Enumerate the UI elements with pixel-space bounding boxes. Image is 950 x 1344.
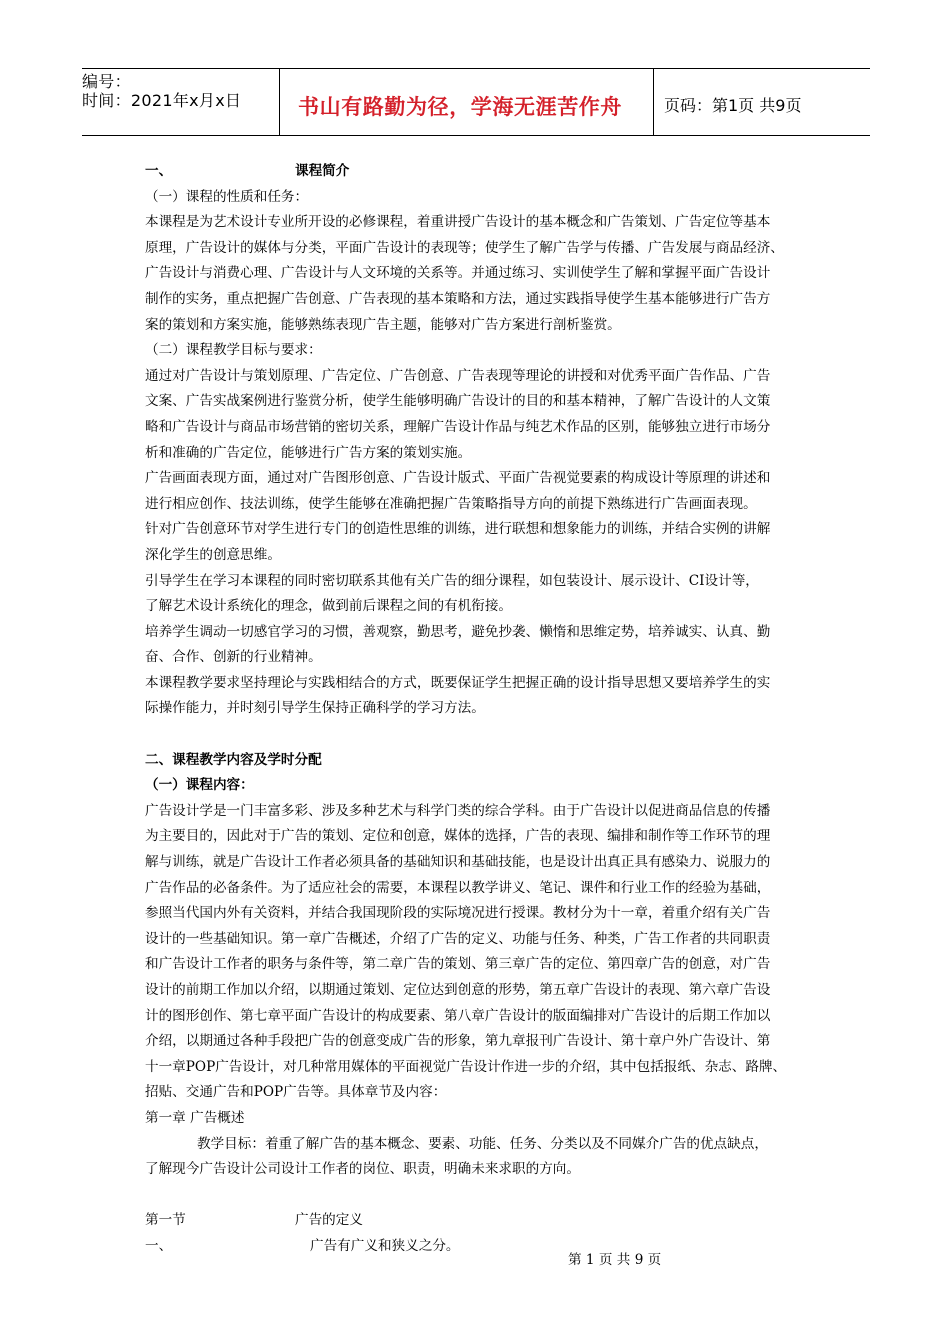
- page-footer: 第 1 页 共 9 页: [568, 1252, 662, 1268]
- paragraph-line: 招贴、交通广告和POP广告等。具体章节及内容：: [145, 1084, 447, 1101]
- header-motto-cell: [280, 69, 654, 135]
- blank-line: [145, 722, 810, 748]
- section-1-1-title: 广告的定义: [295, 1212, 363, 1229]
- header-right-cell: [654, 69, 870, 135]
- header-motto: 书山有路勤为径，学海无涯苦作舟: [298, 95, 622, 119]
- document-body: [145, 159, 810, 1260]
- paragraph-line: 通过对广告设计与策划原理、广告定位、广告创意、广告表现等理论的讲授和对优秀平面广告作品、广告: [145, 367, 771, 384]
- chapter-1-goal-line: 了解现今广告设计公司设计工作者的岗位、职责，明确未来求职的方向。: [145, 1161, 580, 1178]
- paragraph-line: 广告设计学是一门丰富多彩、涉及多种艺术与科学门类的综合学科。由于广告设计以促进商品信息的传播: [145, 802, 771, 819]
- section-2-heading: 二、课程教学内容及学时分配: [145, 751, 322, 768]
- paragraph-line: 了解艺术设计系统化的理念，做到前后课程之间的有机衔接。: [145, 598, 513, 615]
- document-number-label: 编号：: [82, 72, 131, 91]
- paragraph-line: 为主要目的，因此对于广告的策划、定位和创意，媒体的选择，广告的表现、编排和制作等工作环节的理: [145, 828, 771, 845]
- paragraph-line: 本课程教学要求坚持理论与实践相结合的方式，既要保证学生把握正确的设计指导思想又要培养学生的实: [145, 674, 771, 691]
- subsection-goals-heading: （二）课程教学目标与要求：: [145, 342, 322, 359]
- paragraph-line: 针对广告创意环节对学生进行专门的创造性思维的训练，进行联想和想象能力的训练，并结合实例的讲解: [145, 521, 771, 538]
- paragraph-line: 案的策划和方案实施，能够熟练表现广告主题，能够对广告方案进行剖析鉴赏。: [145, 316, 621, 333]
- blank-line: [145, 1183, 810, 1209]
- paragraph-line: 深化学生的创意思维。: [145, 546, 281, 563]
- document-date-label: 时间：2021年x月x日: [82, 91, 242, 110]
- paragraph-line: 本课程是为艺术设计专业所开设的必修课程，着重讲授广告设计的基本概念和广告策划、广告定位等基本: [145, 214, 771, 231]
- section-1-title: 课程简介: [295, 163, 350, 179]
- section-1-number: 一、: [145, 163, 173, 179]
- paragraph-line: 计的图形创作、第七章平面广告设计的构成要素、第八章广告设计的版面编排对广告设计的后期工作加以: [145, 1007, 771, 1024]
- paragraph-line: 培养学生调动一切感官学习的习惯，善观察，勤思考，避免抄袭、懒惰和思维定势，培养诚实、认真、勤: [145, 623, 771, 640]
- paragraph-line: 进行相应创作、技法训练，使学生能够在准确把握广告策略指导方向的前提下熟练进行广告画面表现。: [145, 495, 757, 512]
- paragraph-line: 广告设计与消费心理、广告设计与人文环境的关系等。并通过练习、实训使学生了解和掌握平面广告设计: [145, 265, 771, 282]
- item-1-text: 广告有广义和狭义之分。: [310, 1237, 460, 1254]
- header-page-info: 页码：第1页 共9页: [664, 96, 802, 115]
- paragraph-line: 广告作品的必备条件。为了适应社会的需要，本课程以教学讲义、笔记、课件和行业工作的经验为基础，: [145, 879, 771, 896]
- paragraph-line: 设计的一些基础知识。第一章广告概述，介绍了广告的定义、功能与任务、种类，广告工作者的共同职责: [145, 930, 771, 947]
- header-left-cell: [82, 69, 280, 135]
- subsection-content-heading: （一）课程内容：: [145, 777, 254, 794]
- paragraph-line: 制作的实务，重点把握广告创意、广告表现的基本策略和方法，通过实践指导使学生基本能够进行广告方: [145, 290, 771, 307]
- paragraph-line: 解与训练，就是广告设计工作者必须具备的基础知识和基础技能，也是设计出真正具有感染力、说服力的: [145, 854, 771, 871]
- paragraph-line: 设计的前期工作加以介绍，以期通过策划、定位达到创意的形势，第五章广告设计的表现、第六章广告设: [145, 982, 771, 998]
- section-1-1-heading: [145, 1208, 810, 1234]
- paragraph-line: 介绍，以期通过各种手段把广告的创意变成广告的形象，第九章报刊广告设计、第十章户外广告设计、第: [145, 1033, 771, 1050]
- paragraph-line: 十一章POP广告设计，对几种常用媒体的平面视觉广告设计作进一步的介绍，其中包括报纸、杂志、路牌、: [145, 1058, 787, 1075]
- paragraph-line: 广告画面表现方面，通过对广告图形创意、广告设计版式、平面广告视觉要素的构成设计等原理的讲述和: [145, 470, 771, 487]
- section-1-1-number: 第一节: [145, 1212, 186, 1229]
- paragraph-line: 奋、合作、创新的行业精神。: [145, 649, 322, 666]
- paragraph-line: 略和广告设计与商品市场营销的密切关系，理解广告设计作品与纯艺术作品的区别，能够独立进行市场分: [145, 418, 771, 435]
- paragraph-line: 原理，广告设计的媒体与分类，平面广告设计的表现等；使学生了解广告学与传播、广告发展与商品经济、: [145, 239, 784, 256]
- chapter-1-title: 第一章 广告概述: [145, 1109, 245, 1126]
- subsection-nature-heading: （一）课程的性质和任务：: [145, 188, 309, 205]
- paragraph-line: 参照当代国内外有关资料，并结合我国现阶段的实际境况进行授课。教材分为十一章，着重介绍有关广告: [145, 905, 771, 922]
- page-header: [82, 68, 870, 136]
- chapter-1-goal-line: 教学目标：着重了解广告的基本概念、要素、功能、任务、分类以及不同媒介广告的优点缺点，: [197, 1135, 768, 1152]
- paragraph-line: 析和准确的广告定位，能够进行广告方案的策划实施。: [145, 444, 472, 461]
- item-1-number: 一、: [145, 1237, 173, 1254]
- paragraph-line: 和广告设计工作者的职务与条件等，第二章广告的策划、第三章广告的定位、第四章广告的创意，对广告: [145, 956, 771, 973]
- section-1-heading: [145, 159, 810, 185]
- paragraph-line: 文案、广告实战案例进行鉴赏分析，使学生能够明确广告设计的目的和基本精神，了解广告设计的人文策: [145, 393, 771, 410]
- paragraph-line: 引导学生在学习本课程的同时密切联系其他有关广告的细分课程，如包装设计、展示设计、CI设计等，: [145, 572, 759, 589]
- item-1-line: [145, 1234, 810, 1260]
- paragraph-line: 际操作能力，并时刻引导学生保持正确科学的学习方法。: [145, 700, 485, 717]
